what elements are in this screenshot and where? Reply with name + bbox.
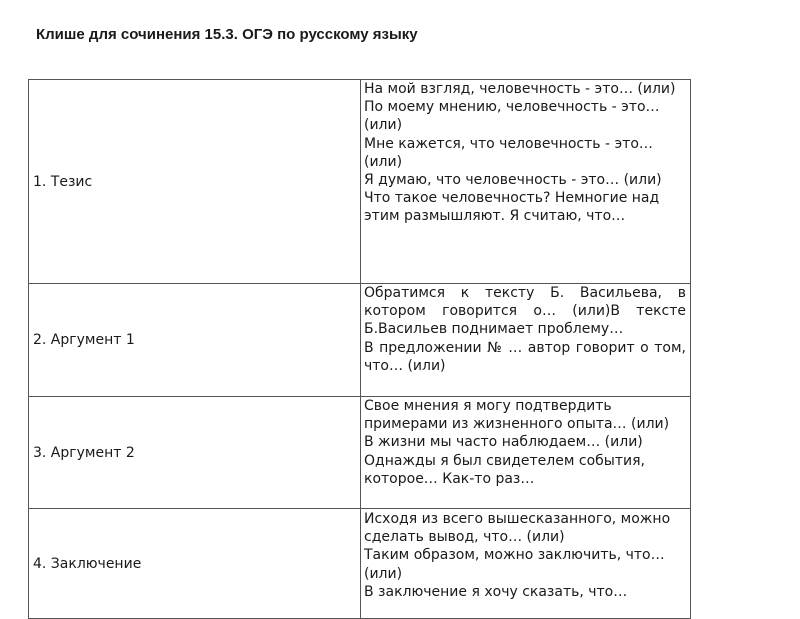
row-label-argument-2: 3. Аргумент 2 — [29, 397, 361, 509]
phrase-line: Обратимся к тексту Б. Васильева, в котором говорится о… (или)В тексте Б.Васильев поднимает проблему… — [364, 285, 686, 338]
phrase-line: Исходя из всего вышесказанного, можно сделать вывод, что… (или) — [364, 511, 671, 546]
phrase-line: В заключение я хочу сказать, что… — [364, 583, 628, 600]
phrase-line: Что такое человечность? Немногие над этим размышляют. Я считаю, что… — [364, 190, 660, 225]
row-label-conclusion: 4. Заключение — [29, 509, 361, 619]
page-title: Клише для сочинения 15.3. ОГЭ по русскому языку — [36, 26, 418, 43]
phrase-line: Мне кажется, что человечность - это… (или) — [364, 135, 653, 170]
phrase-line: Свое мнения я могу подтвердить примерами из жизненного опыта… (или) — [364, 398, 670, 433]
table-row-argument-1 — [29, 284, 691, 397]
row-label-thesis: 1. Тезис — [29, 80, 361, 284]
cliche-table — [28, 79, 691, 619]
phrase-line: Однажды я был свидетелем события, которое… Как-то раз… — [364, 452, 645, 487]
row-label-argument-1: 2. Аргумент 1 — [29, 284, 361, 397]
row-phrases-argument-2 — [361, 397, 691, 509]
phrase-line: В жизни мы часто наблюдаем… (или) — [364, 434, 643, 451]
phrase-line: В предложении № … автор говорит о том, что… (или) — [364, 339, 686, 374]
row-phrases-argument-1 — [361, 284, 691, 397]
phrase-line: На мой взгляд, человечность - это… (или) — [364, 81, 676, 97]
phrase-line: Таким образом, можно заключить, что… (или) — [364, 547, 665, 582]
row-phrases-thesis — [361, 80, 691, 284]
table-row-argument-2 — [29, 397, 691, 509]
table-row-thesis — [29, 80, 691, 284]
table-row-conclusion — [29, 509, 691, 619]
phrase-line: По моему мнению, человечность - это… (или) — [364, 99, 660, 134]
phrase-line: Я думаю, что человечность - это… (или) — [364, 172, 662, 189]
row-phrases-conclusion — [361, 509, 691, 619]
